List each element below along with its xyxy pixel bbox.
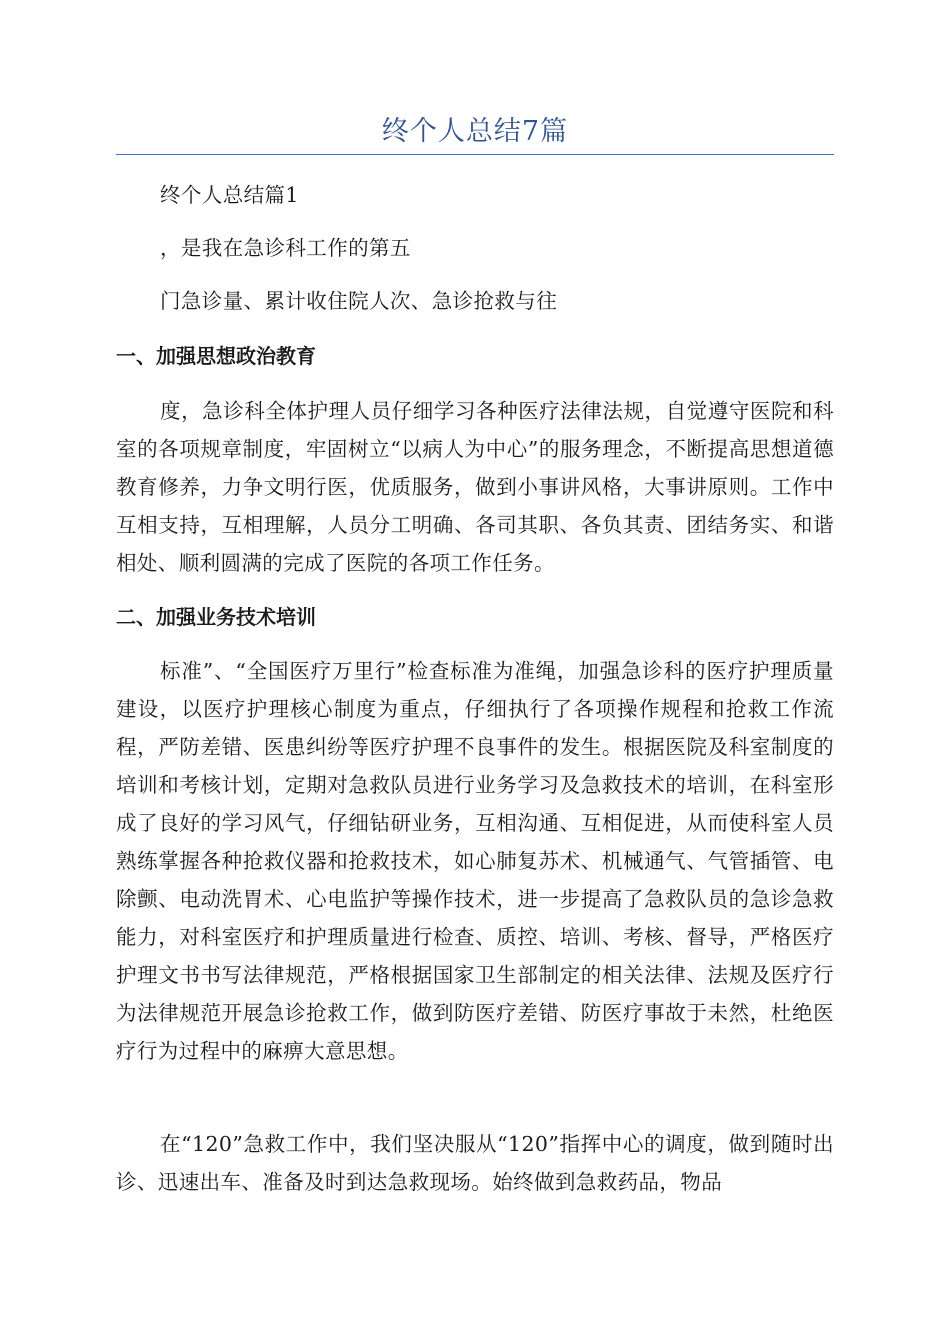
section-2-paragraph-2: 在“120”急救工作中，我们坚决服从“120”指挥中心的调度，做到随时出诊、迅速出车、准备及时到达急救现场。始终做到急救药品，物品: [116, 1132, 834, 1194]
section-1-paragraph: 度，急诊科全体护理人员仔细学习各种医疗法律法规，自觉遵守医院和科室的各项规章制度，牢固树立“以病人为中心”的服务理念，不断提高思想道德教育修养，力争文明行医，优质服务，做到小事讲风格，大事讲原则。工作中互相支持，互相理解，人员分工明确、各司其职、各负其责、团结务实、和谐相处、顺利圆满的完成了医院的各项工作任务。: [116, 399, 834, 575]
subtitle: 终个人总结篇1: [160, 183, 299, 207]
intro-line-2: 门急诊量、累计收住院人次、急诊抢救与往: [160, 289, 558, 313]
section-1-heading: 一、加强思想政治教育: [116, 344, 316, 368]
title-underline: [116, 154, 834, 155]
document-title: 终个人总结7篇: [381, 116, 569, 147]
section-2-paragraph: 标准”、“全国医疗万里行”检查标准为准绳，加强急诊科的医疗护理质量建设，以医疗护理核心制度为重点，仔细执行了各项操作规程和抢救工作流程，严防差错、医患纠纷等医疗护理不良事件的发生。根据医院及科室制度的培训和考核计划，定期对急救队员进行业务学习及急救技术的培训，在科室形成了良好的学习风气，仔细钻研业务，互相沟通、互相促进，从而使科室人员熟练掌握各种抢救仪器和抢救技术，如心肺复苏术、机械通气、气管插管、电除颤、电动洗胃术、心电监护等操作技术，进一步提高了急救队员的急诊急救能力，对科室医疗和护理质量进行检查、质控、培训、考核、督导，严格医疗护理文书书写法律规范，严格根据国家卫生部制定的相关法律、法规及医疗行为法律规范开展急诊抢救工作，做到防医疗差错、防医疗事故于未然，杜绝医疗行为过程中的麻痹大意思想。: [116, 659, 834, 1063]
intro-line-1: ，是我在急诊科工作的第五: [160, 236, 411, 260]
section-2-heading: 二、加强业务技术培训: [116, 605, 316, 629]
